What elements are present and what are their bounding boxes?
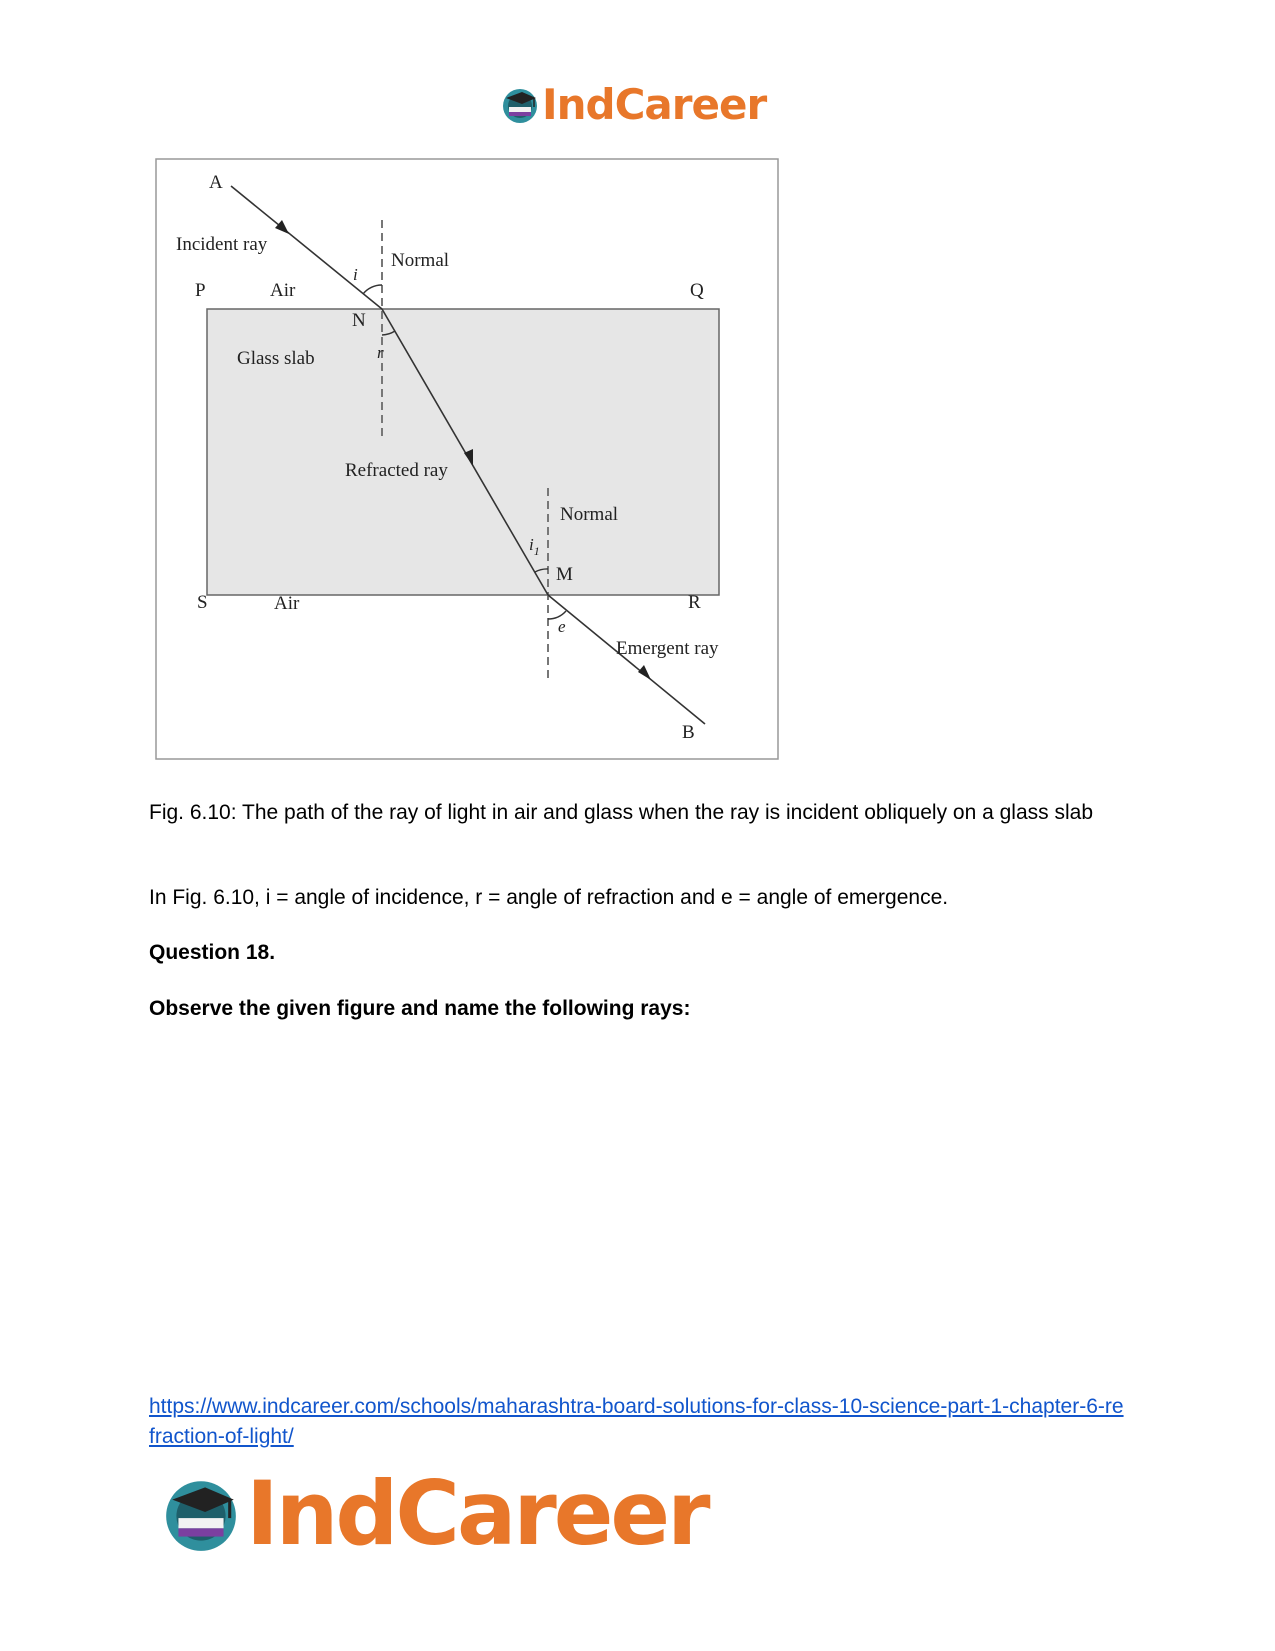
label-angle-i1-main: i <box>529 535 534 554</box>
figure-caption: Fig. 6.10: The path of the ray of light in air and glass when the ray is incident obliquely on a glass slab <box>149 801 1094 824</box>
graduation-cap-icon <box>160 1473 242 1555</box>
label-glass-slab: Glass slab <box>237 348 315 369</box>
label-A: A <box>209 172 223 193</box>
label-refracted-ray: Refracted ray <box>345 460 448 481</box>
label-S: S <box>197 592 208 613</box>
footer-logo <box>160 1462 708 1565</box>
label-R: R <box>688 592 701 613</box>
label-air-top: Air <box>270 280 296 301</box>
label-B: B <box>682 722 695 743</box>
label-P: P <box>195 280 206 301</box>
label-angle-r: r <box>377 343 384 362</box>
label-angle-e: e <box>558 617 566 636</box>
refraction-diagram <box>155 158 779 760</box>
label-Q: Q <box>690 280 704 301</box>
source-link[interactable]: https://www.indcareer.com/schools/maharashtra-board-solutions-for-class-10-science-part-1-chapter-6-refraction-of-light/ <box>149 1395 1124 1448</box>
label-emergent-ray: Emergent ray <box>616 638 719 659</box>
angles-definition: In Fig. 6.10, i = angle of incidence, r = angle of refraction and e = angle of emergence. <box>149 886 949 909</box>
question-text: Observe the given figure and name the following rays: <box>149 997 691 1020</box>
header-logo <box>500 80 766 129</box>
label-angle-i1-sub: 1 <box>533 544 540 558</box>
logo-text: IndCareer <box>542 80 767 129</box>
graduation-cap-icon <box>500 85 540 125</box>
logo-text: IndCareer <box>246 1462 708 1565</box>
label-incident-ray: Incident ray <box>176 234 268 255</box>
label-M: M <box>556 564 573 585</box>
label-N: N <box>352 310 366 331</box>
label-normal-bottom: Normal <box>560 504 619 525</box>
label-air-bottom: Air <box>274 593 300 614</box>
label-angle-i: i <box>353 265 358 284</box>
question-title: Question 18. <box>149 941 276 964</box>
label-normal-top: Normal <box>391 250 450 271</box>
